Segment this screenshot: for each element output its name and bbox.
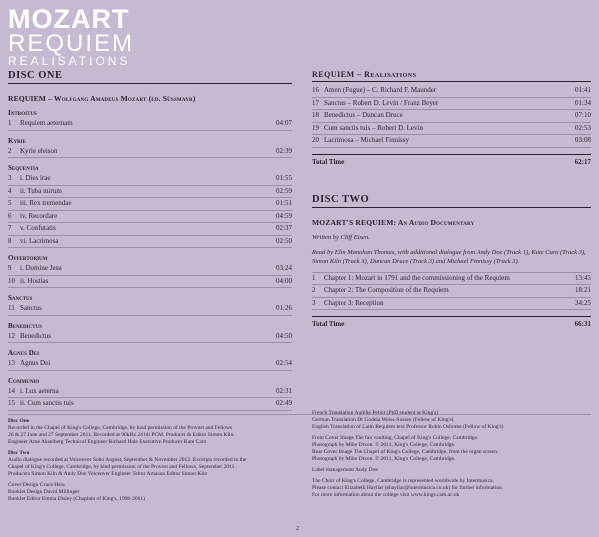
right-column <box>312 70 591 328</box>
credit-line: German Translation Dr Godela Weiss-Sussex (Fellow of King's) <box>312 417 454 423</box>
track-title: Sanctus <box>20 304 42 312</box>
track-title: Lacrimosa – Michael Finnissy <box>324 136 409 144</box>
credit-line: For more information about the college visit www.kings.cam.ac.uk <box>312 492 460 498</box>
logo-line-3: REALISATIONS <box>8 54 131 68</box>
credit-line: Recorded in the Chapel of King's College, Cambridge, by kind permission of the Provost and Fellows <box>8 425 233 431</box>
track-row <box>8 303 292 316</box>
track-duration: 02:54 <box>276 359 292 367</box>
track-number: 18 <box>312 111 319 119</box>
footer-credits-right <box>312 410 591 499</box>
track-duration: 04:00 <box>276 276 292 285</box>
track-title: Requiem aeternam <box>20 119 73 127</box>
track-duration: 02:49 <box>276 399 292 407</box>
credit-line: Engineer Arne Akselberg Technical Engineer Richard Hale Executive Producer Kate Caro <box>8 439 207 445</box>
credit-line: Please contact Elizabeth Hayllar (ehayllar@intermusica.co.uk) for further information. <box>312 485 504 491</box>
section-heading: Agnus Dei <box>8 349 40 357</box>
disc-one-title: DISC ONE <box>8 70 292 84</box>
track-duration: 02:50 <box>276 236 292 245</box>
track-row <box>312 123 591 136</box>
track-number: 3 <box>312 298 316 307</box>
section-heading: Kyrie <box>8 136 26 145</box>
track-row <box>8 263 292 276</box>
track-duration: 04:07 <box>276 119 292 127</box>
track-duration: 13:45 <box>575 273 591 282</box>
track-title: ii. Tuba mirum <box>20 186 62 195</box>
track-title: iii. Rex tremendae <box>20 199 72 207</box>
section-heading: Sanctus <box>8 294 33 302</box>
track-duration: 04:59 <box>276 211 292 220</box>
track-duration: 01:34 <box>575 98 591 107</box>
track-title: iv. Recordare <box>20 211 58 220</box>
credit-line: Front Cover Image The fan vaulting, Chapel of King's College, Cambridge. <box>312 435 479 441</box>
track-number: 20 <box>312 136 319 144</box>
realisations-total <box>312 154 591 166</box>
track-title: Benedictus <box>20 331 52 340</box>
track-row <box>8 358 292 371</box>
track-number: 10 <box>8 276 15 285</box>
track-number: 16 <box>312 86 319 94</box>
credit-heading: Disc One <box>8 418 30 424</box>
track-duration: 01:55 <box>276 174 292 182</box>
written-by: Written by Cliff Eisen. <box>312 233 370 241</box>
page-number: 2 <box>296 526 299 532</box>
track-title: Chapter 1: Mozart in 1791 and the commissioning of the Requiem <box>324 273 510 282</box>
track-number: 19 <box>312 123 319 132</box>
track-duration: 01:41 <box>575 86 591 94</box>
track-number: 1 <box>8 119 12 127</box>
track-number: 9 <box>8 264 12 272</box>
track-row <box>312 285 591 298</box>
credit-line: Producers Simon Kiln & Andy Doe Voiceover Engineer Teitur Arnason Editor Simon Kiln <box>8 471 208 477</box>
total-value: 66:31 <box>574 320 591 328</box>
track-number: 14 <box>8 386 15 395</box>
disc-one-column <box>8 70 292 411</box>
section-heading: Offertorium <box>8 254 48 262</box>
credit-line: 26 & 27 June and 27 September 2011. Recorded at 96kHz 24 bit PCM. Producer & Editor Simon Kiln. <box>8 432 235 438</box>
credit-line: French Translation Aurélie Petiot (PhD student at King's) <box>312 410 439 416</box>
track-duration: 02:53 <box>575 123 591 132</box>
section-heading: Benedictus <box>8 321 42 330</box>
track-row <box>312 98 591 111</box>
track-duration: 02:59 <box>276 186 292 195</box>
track-duration: 01:51 <box>276 199 292 207</box>
track-title: ii. Cum sanctis tuis <box>20 399 74 407</box>
album-logo <box>8 6 134 68</box>
track-title: Benedictus – Duncan Druce <box>324 111 403 119</box>
credit-line: English Translation of Latin Requiem text Professor Robin Osborne (Fellow of King's) <box>312 424 504 430</box>
track-title: v. Confutatis <box>20 224 56 232</box>
track-number: 4 <box>8 186 12 195</box>
track-duration: 02:39 <box>276 146 292 155</box>
section-heading: Sequentia <box>8 164 39 172</box>
credit-line: Label management Andy Doe <box>312 467 378 473</box>
track-title: Cum sanctis tuis – Robert D. Levin <box>324 123 423 132</box>
track-row <box>8 186 292 199</box>
track-row <box>8 276 292 289</box>
track-row <box>8 198 292 211</box>
track-row <box>8 331 292 344</box>
track-number: 7 <box>8 224 12 232</box>
track-title: Chapter 2: The Composition of the Requiem <box>324 286 449 294</box>
total-label: Total Time <box>312 320 345 328</box>
track-row <box>8 211 292 224</box>
track-title: Chapter 3: Reception <box>324 298 384 307</box>
track-title: vi. Lacrimosa <box>20 236 59 245</box>
track-title: Amen (Fugue) – C. Richard F. Maunder <box>324 86 437 94</box>
track-row <box>8 173 292 186</box>
track-row <box>8 223 292 236</box>
logo-line-1: MOZART <box>8 4 130 34</box>
track-duration: 03:24 <box>276 264 292 272</box>
track-duration: 01:26 <box>276 304 292 312</box>
credit-line: Booklet Editor Emma Disley (Chaplain of King's, 1996-2001) <box>8 496 145 502</box>
track-title: Sanctus – Robert D. Levin / Franz Beyer <box>324 98 439 107</box>
track-number: 5 <box>8 199 12 207</box>
track-number: 3 <box>8 174 12 182</box>
credit-line: Cover Design Grace Hsiu <box>8 482 65 488</box>
total-label: Total Time <box>312 157 345 166</box>
track-row <box>8 146 292 159</box>
realisations-title: REQUIEM – Realisations <box>312 70 591 82</box>
track-row <box>312 298 591 311</box>
total-value: 62:17 <box>574 157 591 166</box>
credit-line: Rear Cover Image The Chapel of King's College, Cambridge, from the organ screen. <box>312 449 499 455</box>
track-row <box>312 110 591 123</box>
track-row <box>312 273 591 286</box>
track-number: 6 <box>8 211 12 220</box>
credit-line: The Choir of King's College, Cambridge is represented worldwide by Intermusica. <box>312 478 494 484</box>
track-number: 8 <box>8 236 12 245</box>
disc-two-work-title: MOZART'S REQUIEM: An Audio Documentary <box>312 217 475 227</box>
track-row <box>8 386 292 399</box>
track-number: 13 <box>8 359 15 367</box>
track-number: 15 <box>8 399 15 407</box>
track-duration: 04:50 <box>276 331 292 340</box>
logo-line-2: REQUIEM <box>8 30 135 57</box>
track-number: 17 <box>312 98 319 107</box>
track-row <box>312 135 591 148</box>
track-row <box>8 118 292 131</box>
track-title: Kyrie eleison <box>20 146 58 155</box>
credit-line: Photograph by Mike Dixon. © 2011, King's College, Cambridge. <box>312 442 456 448</box>
track-title: Agnus Dei <box>20 359 51 367</box>
track-title: i. Domine Jesu <box>20 264 62 272</box>
track-row <box>8 398 292 411</box>
track-number: 11 <box>8 304 15 312</box>
track-title: i. Dies irae <box>20 174 51 182</box>
disc-two-total <box>312 316 591 328</box>
track-row <box>312 85 591 98</box>
track-duration: 34:25 <box>575 298 591 307</box>
disc-two-tracklist <box>312 272 591 311</box>
read-by: Read by Elin Manahan Thomas, with additional dialogue from Andy Doe (Track 1), Kate Caro (Track 3), Simon Kiln (Track 3), Duncan Druce (Track 3) and Michael Finnissy (Track 3). <box>312 248 586 265</box>
track-duration: 02:31 <box>276 386 292 395</box>
track-title: i. Lux aeterna <box>20 386 59 395</box>
track-title: ii. Hostias <box>20 276 49 285</box>
credit-line: Photograph by Mike Dixon. © 2011, King's College, Cambridge. <box>312 456 456 462</box>
track-number: 1 <box>312 273 316 282</box>
credit-line: Audio dialogue recorded at Voiceover Soho August, September & November 2012. Excerpts recorded in the <box>8 457 247 463</box>
credit-heading: Disc Two <box>8 450 30 456</box>
track-duration: 18:21 <box>575 286 591 294</box>
footer-credits-left <box>8 418 298 503</box>
realisations-tracklist <box>312 85 591 148</box>
track-duration: 03:08 <box>575 136 591 144</box>
track-number: 2 <box>312 286 316 294</box>
credit-line: Chapel of King's College, Cambridge, by kind permission of the Provost and Fellows, September 2011. <box>8 464 236 470</box>
disc-two-title: DISC TWO <box>312 194 591 208</box>
credit-line: Booklet Design David Millinger <box>8 489 80 495</box>
track-duration: 07:10 <box>575 111 591 119</box>
track-row <box>8 236 292 249</box>
disc-one-tracklist <box>8 109 292 411</box>
track-duration: 02:37 <box>276 224 292 232</box>
track-number: 12 <box>8 331 15 340</box>
track-number: 2 <box>8 146 12 155</box>
section-heading: Introitus <box>8 109 37 117</box>
disc-one-work-title: REQUIEM – Wolfgang Amadeus Mozart (ed. Süssmayr) <box>8 94 196 103</box>
section-heading: Communio <box>8 376 40 385</box>
